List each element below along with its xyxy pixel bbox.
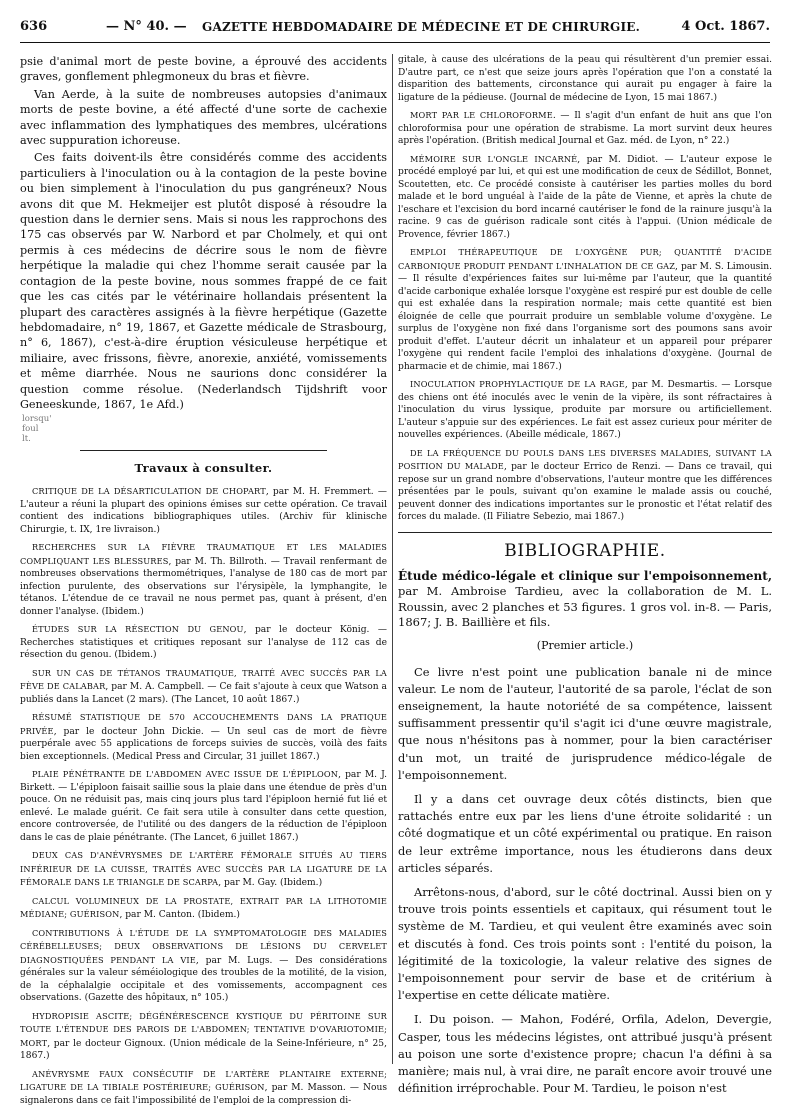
left-column: [20, 54, 388, 1106]
intro-paragraph: Ces faits doivent-ils être considérés comme des accidents particuliers à l'inoculation ou à la contagion de la peste bovine ou bien simplement à l'inoculation du pus gangréneux? Nous avons dit que M. Hekmeijer est plutôt disposé à résoudre la question dans le dernier sens. Mais si nous les rapprochons des 175 cas observés par W. Narbord et par Cholmely, et qui ont permis à ces médecins de décrire sous le nom de fièvre herpétique la maladie qui chez l'homme serait causée par la contagion de la peste bovine, nous sommes frappé de ce fait que les cas cités par le vétérinaire hollandais présentent la plupart des caractères assignés à la fièvre herpétique (Gazette hebdomadaire, n° 19, 1867, et Gazette médicale de Strasbourg, n° 6, 1867), c'est-à-dire éruption vésiculeuse herpétique et miliaire, avec frissons, fièvre, anorexie, anxiété, vomissements et même diarrhée. Nous ne saurions donc considérer la question comme résolue. (Nederlandsch Tijdshrift voor Geneeskunde, 1867, 1e Afd.): [20, 151, 387, 411]
review-item: [20, 1010, 387, 1063]
intro-paragraph: psie d'animal mort de peste bovine, a éprouvé des accidents graves, gonflement phlegmoneux du bras et fièvre.: [20, 55, 387, 84]
bleed-through-marginalia: lorsqu' foul lt.: [22, 414, 52, 445]
review-item-body: , par M. A. Campbell. — Ce fait s'ajoute à ceux que Watson a publiés dans la Lancet (2 mars). (The Lancet, 10 août 1867.): [20, 682, 387, 705]
issue-number: — N° 40. —: [106, 19, 187, 34]
bibliography-heading: BIBLIOGRAPHIE.: [504, 540, 666, 561]
review-item-title: PLAIE PÉNÉTRANTE DE L'ABDOMEN AVEC ISSUE DE L'ÉPIPLOON: [32, 769, 339, 780]
review-item: [20, 485, 387, 536]
review-item: [20, 895, 387, 922]
review-item-body: , par M. Masson. — Nous signalerons dans ce fait l'impossibilité de l'emploi de la compression di-: [20, 1083, 387, 1106]
review-item-title: MÉMOIRE SUR L'ONGLE INCARNÉ: [410, 153, 578, 164]
book-citation: [398, 569, 772, 631]
review-item-body: , par le docteur Gignoux. (Union médicale de la Seine-Inférieure, n° 25, 1867.): [20, 1038, 387, 1062]
review-item: [20, 623, 387, 662]
review-item-body: , par le docteur König. — Recherches statistiques et critiques reposant sur l'analyse de 112 cas de résection du genou. (Ibidem.): [20, 625, 387, 661]
review-item: [20, 927, 387, 1005]
review-item: [20, 768, 387, 844]
column-rule: [392, 54, 393, 1064]
review-item-title: EMPLOI THÉRAPEUTIQUE DE L'OXYGÈNE PUR; QUANTITÉ D'ACIDE CARBONIQUE PRODUIT PENDANT L'INHALATION DE CE GAZ: [398, 247, 772, 271]
review-item-title: INOCULATION PROPHYLACTIQUE DE LA RAGE: [410, 379, 625, 389]
issue-date: 4 Oct. 1867.: [681, 19, 770, 34]
review-item-body: , par M. Canton. (Ibidem.): [119, 910, 240, 921]
review-item-title: DEUX CAS D'ANÉVRYSMES DE L'ARTÈRE FÉMORALE SITUÉS AU TIERS INFÉRIEUR DE LA CUISSE, TRAITÉS AVEC SUCCÈS PAR LA LIGATURE DE LA FÉMORALE DANS LE TRIANGLE DE SCARPA: [20, 850, 387, 888]
review-item-title: MORT PAR LE CHLOROFORME: [410, 110, 553, 120]
review-item-body: , par M. Gay. (Ibidem.): [218, 878, 323, 889]
review-item-title: CALCUL VOLUMINEUX DE LA PROSTATE, EXTRAIT PAR LA LITHOTOMIE MÉDIANE; GUÉRISON: [20, 895, 387, 920]
article-paragraph: Il y a dans cet ouvrage deux côtés distincts, bien que rattachés entre eux par les liens d'une étroite solidarité : un côté dogmatique et un côté expérimental ou pratique. En raison de leur extrême importance, nous les étudierons dans deux articles séparés.: [398, 791, 772, 875]
review-item: [20, 849, 387, 890]
review-item-title: CRITIQUE DE LA DÉSARTICULATION DE CHOPART: [32, 486, 266, 497]
review-item-continued: [398, 54, 772, 104]
review-item: [20, 541, 387, 618]
review-item: [398, 378, 772, 442]
review-item-title: RECHERCHES SUR LA FIÈVRE TRAUMATIQUE ET LES MALADIES COMPLIQUANT LES BLESSURES: [20, 542, 387, 566]
article-part-label: (Premier article.): [536, 638, 634, 652]
review-item: [398, 153, 772, 242]
review-item-title: CONTRIBUTIONS À L'ÉTUDE DE LA SYMPTOMATOLOGIE DES MALADIES CÉRÉBELLEUSES; DEUX OBSERVATIONS DE LÉSIONS DU CERVELET DIAGNOSTIQUÉES PENDANT LA VIE: [20, 927, 387, 965]
article-paragraph: Ce livre n'est point une publication banale ni de mince valeur. Le nom de l'auteur, l'autorité de sa parole, l'éclat de son enseignement, la haute notoriété de sa compétence, laissent suffisamment pressentir qu'il s'agit ici d'une œuvre magistrale, que nous n'hésitons pas à nommer, pour la bien caractériser d'un mot, un traité de jurisprudence médico-légale de l'empoisonnement.: [398, 664, 772, 782]
review-item-body: , par M. Lugs. — Des considérations générales sur la valeur séméiologique des troubles de la motilité, de la vision, de la céphalalgie occipitale et des vomissements, accompagnent ces observations. (Gazette des hôpitaux, n° 105.): [20, 955, 387, 1004]
article-paragraph: I. Du poison. — Mahon, Fodéré, Orfila, Adelon, Devergie, Casper, tous les médecins légistes, ont attribué jusqu'à présent au poison une sorte d'existence propre; chacun l'a défini à sa manière; mais nul, à vrai dire, ne paraît encore avoir trouvé une définition irréprochable. Pour M. Tardieu, le poison n'est: [398, 1012, 772, 1096]
review-item-title: SUR UN CAS DE TÉTANOS TRAUMATIQUE, TRAITÉ AVEC SUCCÈS PAR LA FÈVE DE CALABAR: [20, 667, 387, 692]
page-number: 636: [20, 19, 48, 34]
review-item-body: , par le docteur Errico de Renzi. — Dans ce travail, qui repose sur un grand nombre d'observations, l'auteur montre que les différences présentées par le pouls, suivant qu'on examine le malade assis ou couché, peuvent donner des indications importantes sur le pronostic et l'état relatif des forces du malade. (Il Filiatre Sebezio, mai 1867.): [398, 462, 772, 522]
review-item-body: , par M. H. Fremmert. — L'auteur a réuni la plupart des opinions émises sur cette opération. Ce travail contient des indications bibliographiques utiles. (Archiv für klinische Chirurgie, t. IX, 1re livraison.): [20, 487, 387, 535]
review-item: [20, 1068, 387, 1107]
review-item-title: ÉTUDES SUR LA RÉSECTION DU GENOU: [32, 624, 244, 635]
review-item-body: . — Il s'agit d'un enfant de huit ans que l'on chloroformisa pour une opération de strabisme. La mort survint deux heures après l'opération. (British medical Journal et Gaz. méd. de Lyon, n° 22.): [398, 111, 772, 146]
book-details: par M. Ambroise Tardieu, avec la collaboration de M. L. Roussin, avec 2 planches et 53 figures. 1 gros vol. in-8. — Paris, 1867; J. B. Baillière et fils.: [398, 584, 772, 629]
section-separator: [398, 532, 772, 533]
review-item: [398, 447, 772, 524]
review-item-body: , par M. Didiot. — L'auteur expose le procédé employé par lui, et qui est une modification de ceux de Sédillot, Bonnet, Scoutetten, etc. Ce procédé consiste à cautériser les parties molles du bord malade et le bord unguéal à l'aide de la pâte de Vienne, et après la chute de l'eschare et l'excision du bord incarné cautériser le fond de la rainure jusqu'à la racine. 9 cas de guérison radicale sont cités à l'appui. (Union médicale de Provence, février 1867.): [398, 154, 772, 240]
review-item-title: DE LA FRÉQUENCE DU POULS DANS LES DIVERSES MALADIES, SUIVANT LA POSITION DU MALADE: [398, 447, 772, 471]
review-item: [20, 711, 387, 763]
journal-title: GAZETTE HEBDOMADAIRE DE MÉDECINE ET DE CHIRURGIE.: [202, 20, 640, 34]
article-paragraph: Arrêtons-nous, d'abord, sur le côté doctrinal. Aussi bien on y trouve trois points essentiels et capitaux, qui résument tout le système de M. Tardieu, et qui veulent être examinés avec soin et discutés à fond. Ces trois points sont : l'entité du poison, la légitimité de la toxicologie, la valeur relative des signes de l'empoisonnement pour servir de base et de critérium à l'expertise en cette délicate matière.: [398, 884, 772, 1003]
review-item-body: , par M. S. Limousin. — Il résulte d'expériences faites sur lui-même par l'auteur, que la quantité d'acide carbonique exhalée lorsque l'oxygène est respiré pur est double de celle qui est exhalée dans la respiration normale; mais cette quantité est bien éloignée de celle que pourrait produire un semblable volume d'oxygène. Le surplus de l'oxygène non fixé dans l'organisme sort des poumons sans avoir produit d'effet. L'auteur décrit un inhalateur et un appareil pour préparer l'oxygène qui rendent facile l'emploi des inhalations d'oxygène. (Journal de pharmacie et de chimie, mai 1867.): [398, 261, 772, 372]
review-item-body: , par M. J. Birkett. — L'épiploon faisait saillie sous la plaie dans une étendue de près d'un pouce. On ne réduisit pas, mais cinq jours plus tard l'épiploon hernié fut lié et enlevé. Le malade guérit. Ce fait sera utile à consulter dans cette question, encore controversée, de l'utilité ou des dangers de la réduction de l'épiploon dans le cas de plaie pénétrante. (The Lancet, 6 juillet 1867.): [20, 770, 387, 843]
book-title: Étude médico-légale et clinique sur l'empoisonnement,: [398, 568, 772, 583]
review-item-body: gitale, à cause des ulcérations de la peau qui résultèrent d'un premier essai. D'autre part, ce n'est que seize jours après l'opération que l'on a constaté la disparition des battements, circonstance qui aurait pu engager à faire la ligature de la pédieuse. (Journal de médecine de Lyon, 15 mai 1867.): [398, 55, 772, 103]
review-item-body: , par M. Desmartis. — Lorsque des chiens ont été inoculés avec le venin de la vipère, ils sont réfractaires à l'inoculation du virus lyssique, produite par morsure ou artificiellement. L'auteur s'appuie sur des expériences. Le fait est assez curieux pour mériter de nouvelles expériences. (Abeille médicale, 1867.): [398, 380, 772, 440]
review-item: [398, 109, 772, 148]
review-item-body: , par le docteur John Dickie. — Un seul cas de mort de fièvre puerpérale avec 55 applications de forceps suivies de succès, voilà des faits bien exceptionnels. (Medical Press and Circular, 31 juillet 1867.): [20, 726, 387, 762]
right-column: [398, 54, 772, 1096]
review-item-title: RÉSUMÉ STATISTIQUE DE 570 ACCOUCHEMENTS DANS LA PRATIQUE PRIVÉE: [20, 712, 387, 736]
review-item-body: , par M. Th. Billroth. — Travail renfermant de nombreuses observations thermométriques, l'analyse de 180 cas de mort par infection purulente, des observations sur l'érysipèle, la lymphangite, le tétanos. L'étendue de ce travail ne nous permet pas, quant à présent, d'en donner l'analyse. (Ibidem.): [20, 556, 388, 617]
review-item: [398, 246, 772, 373]
page-header: [20, 16, 770, 43]
section-title: Travaux à consulter.: [134, 461, 273, 476]
review-item-title: ANÉVRYSME FAUX CONSÉCUTIF DE L'ARTÈRE PLANTAIRE EXTERNE; LIGATURE DE LA TIBIALE POSTÉRIEURE; GUÉRISON: [20, 1068, 387, 1093]
section-separator: [80, 450, 327, 451]
intro-paragraph: Van Aerde, à la suite de nombreuses autopsies d'animaux morts de peste bovine, a été affecté d'une sorte de cachexie avec inflammation des lymphatiques des membres, ulcérations avec suppuration ichoreuse.: [20, 87, 387, 148]
review-item-title: HYDROPISIE ASCITE; DÉGÉNÉRESCENCE KYSTIQUE DU PÉRITOINE SUR TOUTE L'ÉTENDUE DES PAROIS DE L'ABDOMEN; TENTATIVE D'OVARIOTOMIE; MORT: [20, 1010, 387, 1048]
review-item: [20, 667, 387, 707]
